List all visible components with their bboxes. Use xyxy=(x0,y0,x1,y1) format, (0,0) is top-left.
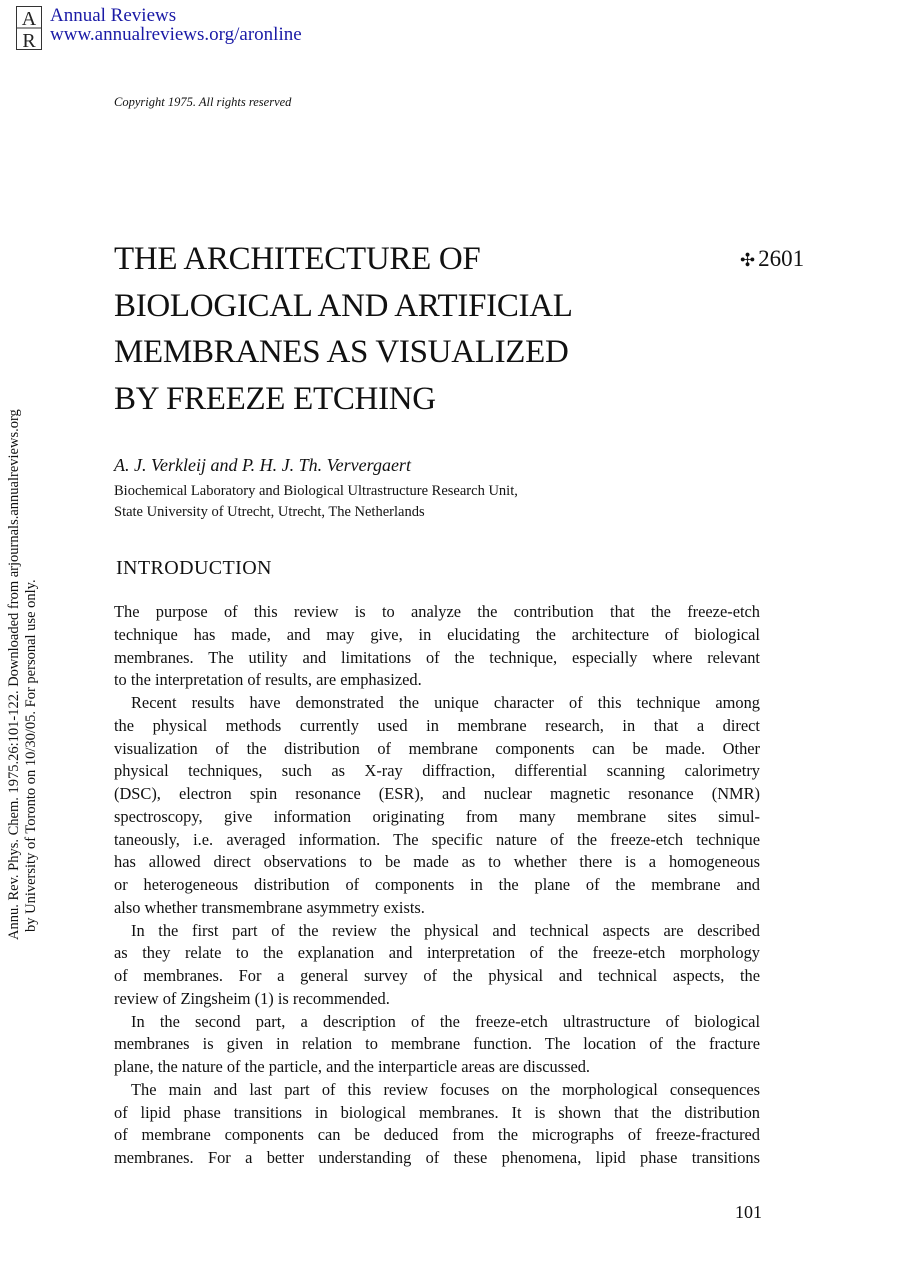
body-text xyxy=(114,601,760,1170)
affiliation-line: State University of Utrecht, Utrecht, The Netherlands xyxy=(114,504,425,520)
text-line: review of Zingsheim (1) is recommended. xyxy=(114,988,390,1008)
article-code xyxy=(740,246,804,272)
text-line: of membranes. For a general survey of the physical and technical aspects, the xyxy=(114,966,760,985)
citation-line: by University of Toronto on 10/30/05. For personal use only. xyxy=(23,579,39,932)
text-line: has allowed direct observations to be made as to whether there is a homogeneous xyxy=(114,852,760,872)
publisher-url-link[interactable]: www.annualreviews.org/aronline xyxy=(50,24,302,45)
title-line: BY FREEZE ETCHING xyxy=(114,380,436,417)
text-line: (DSC), electron spin resonance (ESR), and nuclear magnetic resonance (NMR) xyxy=(114,784,760,803)
text-line: as they relate to the explanation and interpretation of the freeze-etch morphology xyxy=(114,943,760,963)
code-number: 2601 xyxy=(758,246,805,271)
text-line: The purpose of this review is to analyze the contribution that the freeze-etch xyxy=(114,602,760,621)
text-line: or heterogeneous distribution of components in the plane of the membrane and xyxy=(114,875,760,894)
text-line: also whether transmembrane asymmetry exists. xyxy=(114,897,425,917)
text-line: plane, the nature of the particle, and the interparticle areas are discussed. xyxy=(114,1057,591,1076)
text-line: visualization of the distribution of membrane components can be made. Other xyxy=(114,738,760,758)
text-line: membranes. The utility and limitations of the technique, especially where relevant xyxy=(114,647,760,667)
title-line: BIOLOGICAL AND ARTIFICIAL xyxy=(114,287,573,324)
text-line: taneously, i.e. averaged information. The specific nature of the freeze-etch technique xyxy=(114,829,760,849)
text-line: In the first part of the review the physical and technical aspects are described xyxy=(131,920,760,940)
text-line: In the second part, a description of the freeze-etch ultrastructure of biological xyxy=(131,1011,760,1031)
text-line: membranes is given in relation to membrane function. The location of the fracture xyxy=(114,1034,760,1054)
authors: A. J. Verkleij and P. H. J. Th. Ververgaert xyxy=(114,455,411,475)
page-number: 101 xyxy=(735,1202,762,1222)
title-line: MEMBRANES AS VISUALIZED xyxy=(114,334,569,370)
title-line: THE ARCHITECTURE OF xyxy=(114,241,481,277)
svg-text:R: R xyxy=(22,30,36,50)
text-line: spectroscopy, give information originating from many membrane sites simul- xyxy=(114,806,760,826)
text-line: of lipid phase transitions in biological membranes. It is shown that the distribution xyxy=(114,1102,760,1122)
text-line: of membrane components can be deduced from the micrographs of freeze-fractured xyxy=(114,1125,760,1145)
code-ornament-icon: ✣ xyxy=(740,250,756,270)
article-title xyxy=(114,236,674,422)
affiliation xyxy=(114,481,518,523)
text-line: The main and last part of this review focuses on the morphological consequences xyxy=(131,1079,760,1099)
text-line: membranes. For a better understanding of these phenomena, lipid phase transitions xyxy=(114,1148,760,1167)
publisher-name[interactable]: Annual Reviews xyxy=(50,5,177,26)
copyright-notice: Copyright 1975. All rights reserved xyxy=(114,95,292,109)
annual-reviews-logo-icon xyxy=(16,6,42,50)
citation-line: Annu. Rev. Phys. Chem. 1975.26:101-122. Downloaded from arjournals.annualreviews.org xyxy=(6,409,22,940)
text-line: to the interpretation of results, are emphasized. xyxy=(114,670,422,690)
text-line: Recent results have demonstrated the unique character of this technique among xyxy=(131,693,760,712)
section-heading: INTRODUCTION xyxy=(116,557,272,579)
text-line: technique has made, and may give, in elucidating the architecture of biological xyxy=(114,624,760,644)
svg-text:A: A xyxy=(21,8,37,30)
text-line: physical techniques, such as X-ray diffraction, differential scanning calorimetry xyxy=(114,761,760,781)
text-line: the physical methods currently used in membrane research, in that a direct xyxy=(114,715,760,735)
affiliation-line: Biochemical Laboratory and Biological Ultrastructure Research Unit, xyxy=(114,483,518,499)
